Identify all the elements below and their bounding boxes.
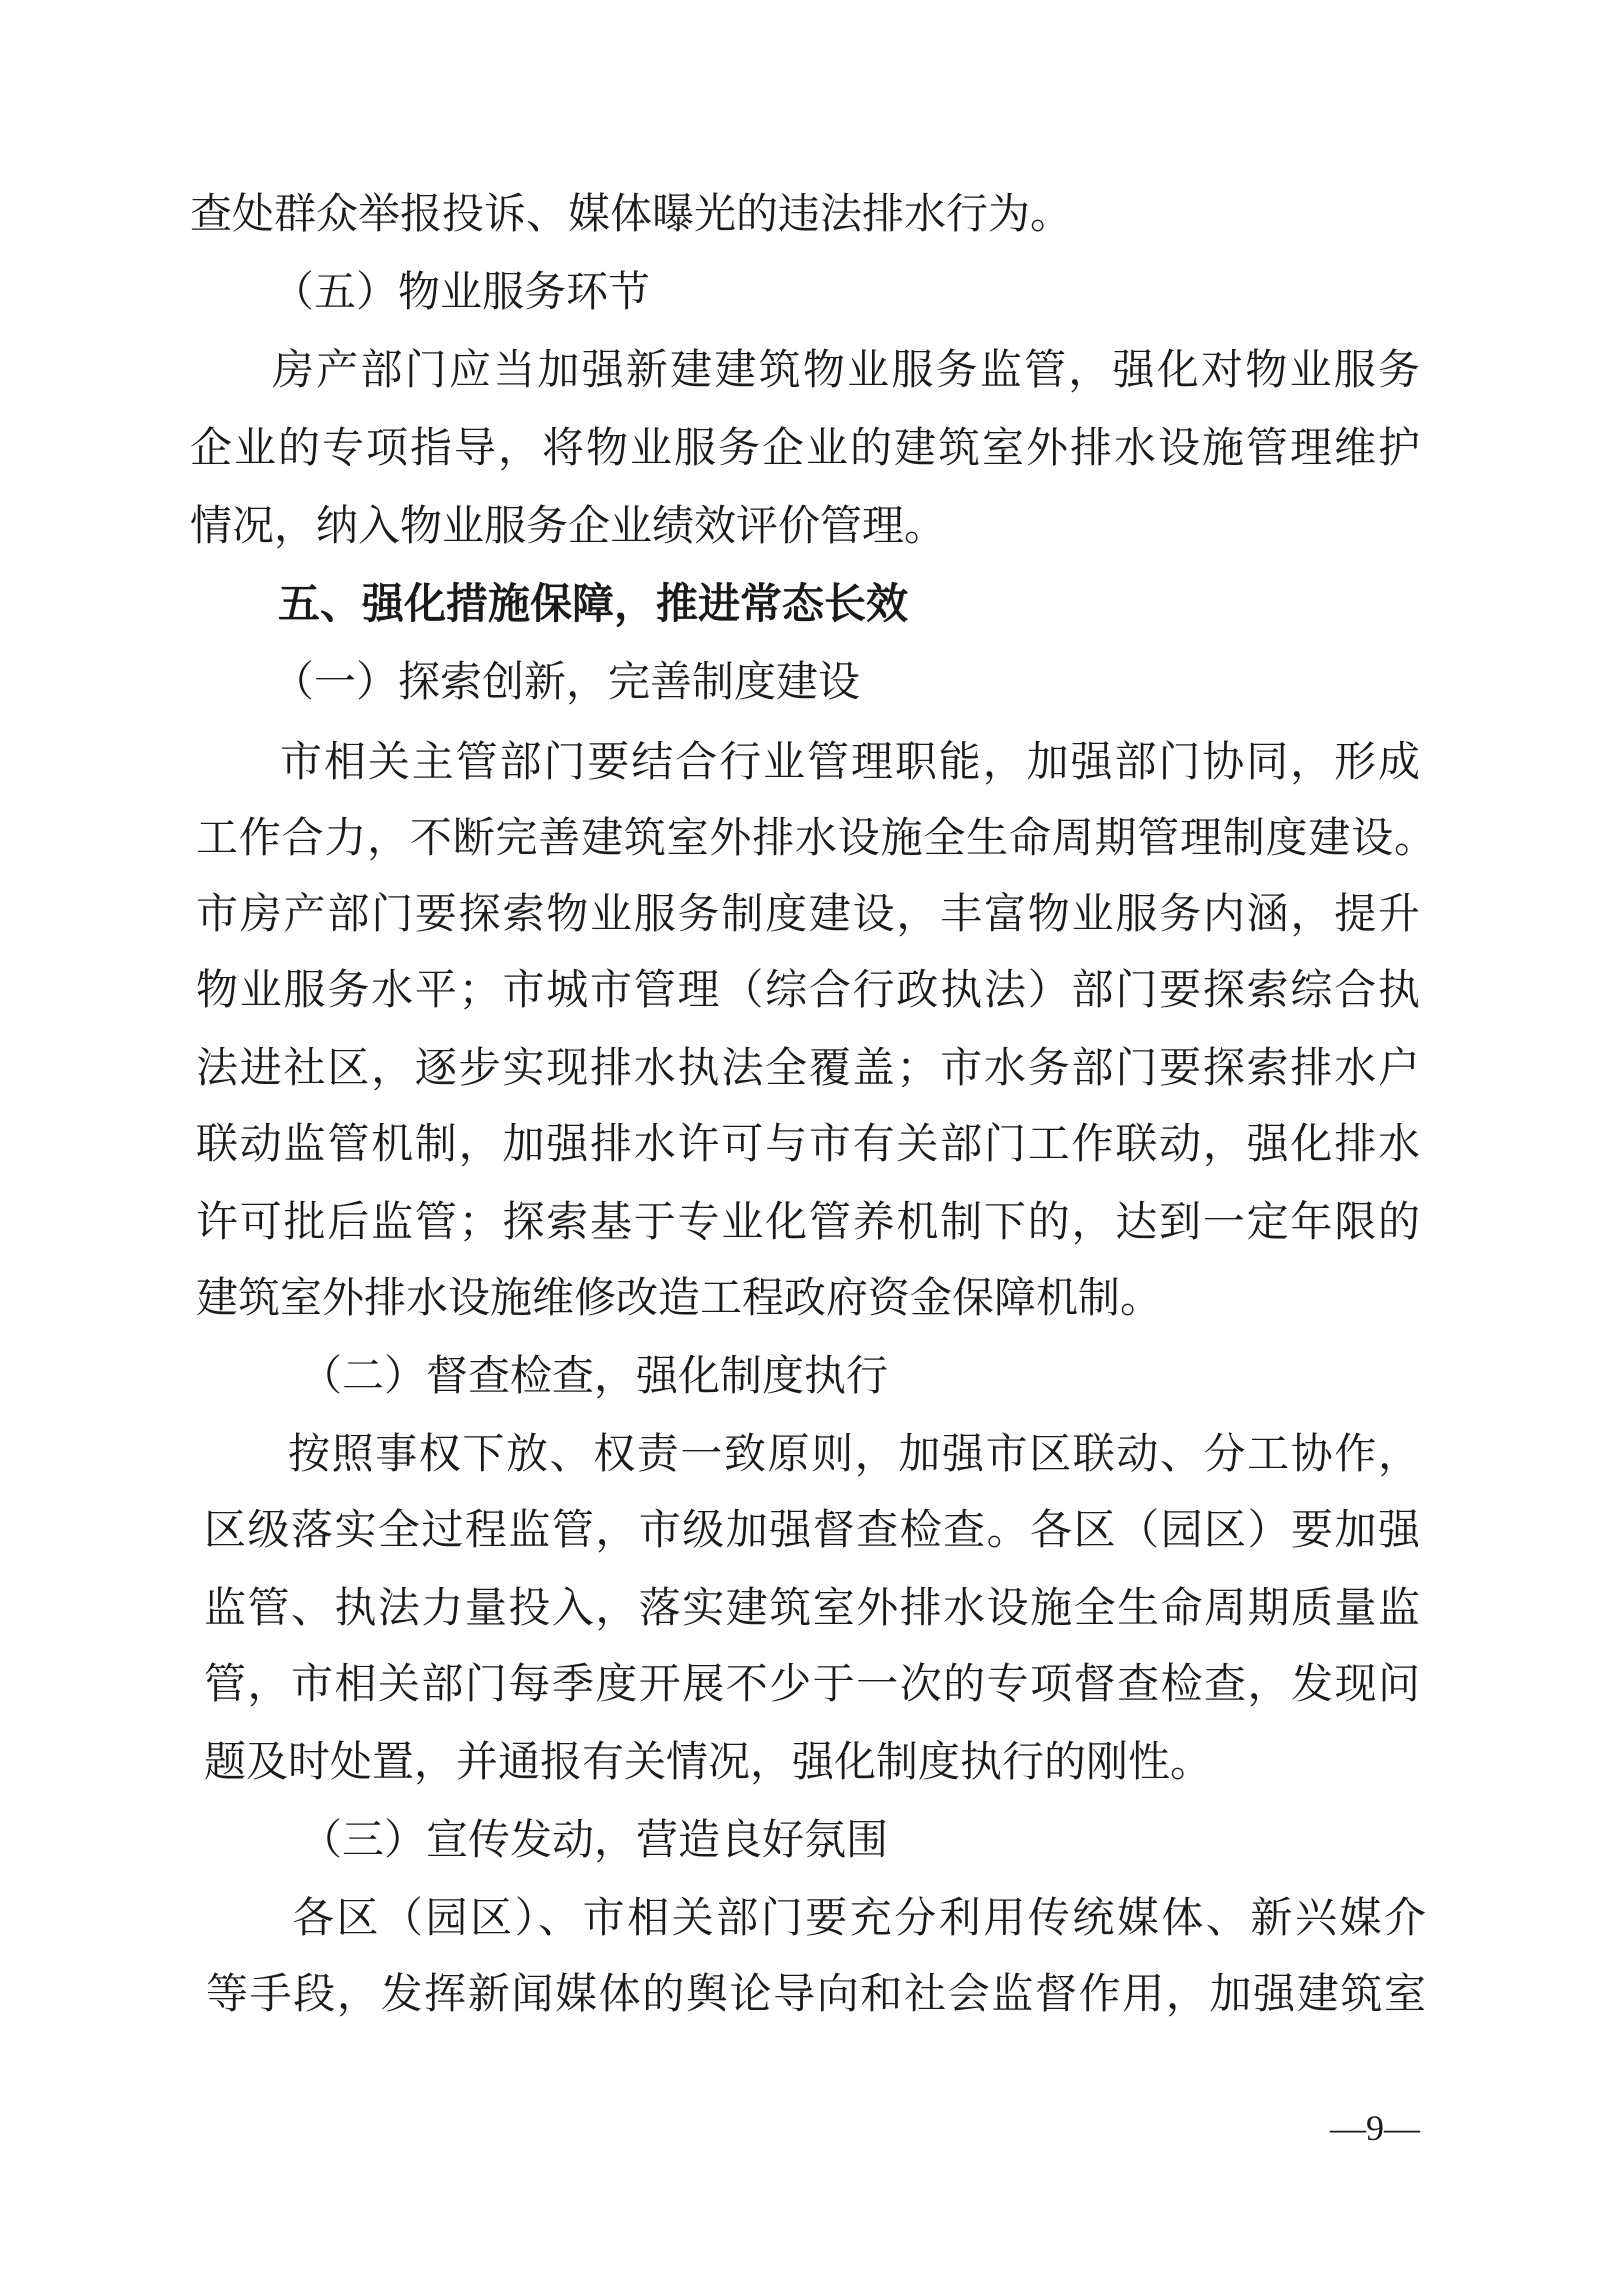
body-text-line: 监管、执法力量投入，落实建筑室外排水设施全生命周期质量监 [204, 1583, 1420, 1632]
subsection-heading: （五）物业服务环节 [272, 267, 651, 316]
body-text-line: 查处群众举报投诉、媒体曝光的违法排水行为。 [190, 189, 1073, 238]
body-text-line: 法进社区，逐步实现排水执法全覆盖；市水务部门要探索排水户 [196, 1043, 1420, 1092]
body-text-line: 市相关主管部门要结合行业管理职能，加强部门协同，形成 [280, 737, 1420, 786]
body-text-line: 物业服务水平；市城市管理（综合行政执法）部门要探索综合执 [196, 965, 1420, 1014]
body-text-line: 市房产部门要探索物业服务制度建设，丰富物业服务内涵，提升 [196, 889, 1420, 938]
body-text-line: 工作合力，不断完善建筑室外排水设施全生命周期管理制度建设。 [196, 813, 1436, 862]
body-text-line: 管，市相关部门每季度开展不少于一次的专项督查检查，发现问 [204, 1659, 1420, 1708]
subsection-heading: （二）督查检查，强化制度执行 [300, 1351, 889, 1400]
body-text-line: 各区（园区）、市相关部门要充分利用传统媒体、新兴媒介 [292, 1893, 1426, 1942]
body-text-line: 区级落实全过程监管，市级加强督查检查。各区（园区）要加强 [204, 1505, 1420, 1554]
body-text-line: 等手段，发挥新闻媒体的舆论导向和社会监督作用，加强建筑室 [206, 1969, 1426, 2018]
body-text-line: 建筑室外排水设施维修改造工程政府资金保障机制。 [196, 1273, 1163, 1322]
page-number: —9— [1330, 2108, 1420, 2148]
subsection-heading: （三）宣传发动，营造良好氛围 [300, 1815, 889, 1864]
body-text-line: 企业的专项指导，将物业服务企业的建筑室外排水设施管理维护 [190, 423, 1420, 472]
subsection-heading: （一）探索创新，完善制度建设 [272, 657, 861, 706]
body-text-line: 联动监管机制，加强排水许可与市有关部门工作联动，强化排水 [196, 1119, 1420, 1168]
body-text-line: 题及时处置，并通报有关情况，强化制度执行的刚性。 [204, 1737, 1213, 1786]
body-text-line: 房产部门应当加强新建建筑物业服务监管，强化对物业服务 [272, 345, 1420, 394]
body-text-line: 情况，纳入物业服务企业绩效评价管理。 [190, 501, 947, 550]
body-text-line: 许可批后监管；探索基于专业化管养机制下的，达到一定年限的 [196, 1197, 1420, 1246]
section-heading: 五、强化措施保障，推进常态长效 [278, 579, 909, 628]
body-text-line: 按照事权下放、权责一致原则，加强市区联动、分工协作， [288, 1429, 1420, 1478]
